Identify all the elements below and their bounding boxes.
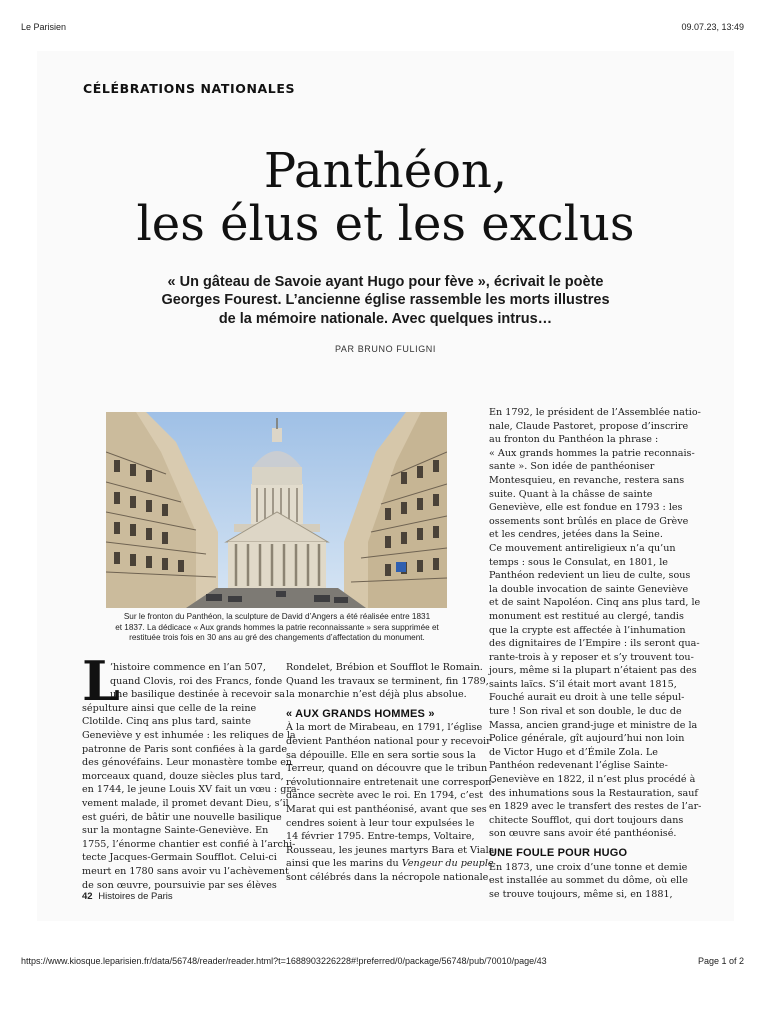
text-line: ossements sont brûlés en place de Grève [489,515,689,527]
lead-line: « Un gâteau de Savoie ayant Hugo pour fève », écrivait le poète [167,274,604,290]
text-line: est installée au sommet du dôme, où elle [489,875,688,887]
text-line: patronne de Paris sont confiées à la garde [82,743,288,755]
pantheon-illustration [106,412,447,608]
title-line: Panthéon, [263,143,508,199]
lead-line: de la mémoire nationale. Avec quelques intrus… [218,310,553,327]
text-line: monument est restitué au clergé, tandis [489,610,684,622]
text-line: au fronton du Panthéon la phrase : [489,434,659,446]
text-line: en 1829 avec le transfert des restes de l’ar- [489,801,702,813]
text-line: Rondelet, Brébion et Soufflot le Romain. [286,662,483,673]
text-line: 1755, l’énorme chantier est confié à l’archi- [82,838,296,850]
subhead-aux-grands-hommes: « AUX GRANDS HOMMES » [286,707,435,720]
text-line: de Victor Hugo et d’Émile Zola. Le [489,746,658,758]
text-line: Geneviève, elle est fondue en 1793 : les [489,502,683,514]
text-line: des génovéfains. Leur monastère tombe en [82,757,293,769]
text-line: Clotilde. Cinq ans plus tard, sainte [82,716,251,728]
caption-line: et 1837. La dédicace « Aux grands hommes la patrie reconnaissante » sera supprimée et [115,622,439,632]
text-line: son œuvre sans avoir été panthéonisé. [489,828,677,840]
text-fragment: ainsi que les marins du [286,858,399,870]
page-url: https://www.kiosque.leparisien.fr/data/56748/reader/reader.html?t=1688903226228#!preferred/0/package/56748/pub/70010/page/43 [21,956,547,966]
text-line: se trouve toujours, même si, en 1881, [489,888,673,900]
text-line: Terreur, quand on découvre que le tribun [286,763,488,775]
caption-line: restituée trois fois en 30 ans au gré des changements d’affectation du monument. [129,633,425,643]
site-name: Le Parisien [21,22,67,32]
text-line: En 1792, le président de l’Assemblée natio- [489,407,701,418]
ship-name: Vengeur du peuple [401,858,494,870]
text-line: vement malade, il promet devant Dieu, s’il [82,797,289,809]
text-line: devient Panthéon national pour y recevoir [286,735,491,747]
text-line: et de saint Napoléon. Cinq ans plus tard, le [489,597,701,609]
page-indicator: Page 1 of 2 [697,956,744,966]
text-line: Geneviève y est inhumée : les reliques de la [82,729,296,741]
text-line: meurt en 1780 sans avoir vu l’achèvement [82,865,289,877]
caption-line: Sur le fronton du Panthéon, la sculpture de David d’Angers a été réalisée entre 1831 [123,612,431,621]
text-line: « Aux grands hommes la patrie reconnais- [489,447,695,459]
text-line [286,857,494,871]
text-line: Montesquieu, en revanche, restera sans [489,474,685,486]
text-line: Quand les travaux se terminent, fin 1789, [286,675,489,687]
text-line: des inhumations sous la Restauration, sauf [489,787,698,799]
text-column-3 [489,406,702,901]
text-column-1 [82,649,300,892]
text-column-2 [286,661,495,885]
text-line: cendres soient à leur tour expulsées le [286,817,475,829]
print-datetime: 09.07.23, 13:49 [681,22,744,32]
text-line: morceaux quand, douze siècles plus tard, [82,770,284,782]
title-line: les élus et les exclus [136,195,635,252]
text-line: suite. Quant à la châsse de sainte [489,488,653,500]
text-line: Panthéon redevenant l’église Sainte- [489,760,668,772]
text-line: chitecte Soufflot, qui dort toujours dans [489,814,684,826]
lead-line: Georges Fourest. L’ancienne église rassemble les morts illustres [161,292,610,309]
pantheon-photo [106,412,447,608]
section-label: CÉLÉBRATIONS NATIONALES [83,81,296,96]
text-line: Panthéon redevient un lieu de culte, sous [489,570,691,582]
text-line: Marat qui est panthéonisé, avant que ses [286,803,487,815]
text-line: nale, Claude Pastoret, propose d’inscrire [489,420,689,432]
text-line: À la mort de Mirabeau, en 1791, l’église [286,722,483,734]
text-line: Police générale, gît aujourd’hui non loin [489,733,685,745]
text-line: Rousseau, les jeunes martyrs Bara et Viala [286,844,495,856]
text-line: de son œuvre, poursuivie par ses élèves [82,879,277,891]
text-line: la double invocation de sainte Geneviève [489,583,689,595]
text-line: est guéri, de bâtir une nouvelle basilique [82,811,282,823]
browser-print-header [0,0,768,40]
folio-title: Histoires de Paris [98,891,173,902]
text-line: révolutionnaire entretenait une correspon- [286,776,495,788]
text-line: des dignitaires de l’Empire : ils seront qua- [489,638,700,650]
photo-caption [99,612,455,644]
text-line: temps : sous le Consulat, en 1801, le [489,556,668,568]
text-line: Geneviève en 1822, il n’est plus procédé à [489,774,696,786]
text-line: tecte Jacques-Germain Soufflot. Celui-ci [82,852,277,864]
text-line: quand Clovis, roi des Francs, fonde [110,675,283,687]
text-line: jours, même si la plupart n’étaient pas des [489,665,697,677]
folio-number: 42 [82,891,93,902]
drop-cap: L [82,649,120,713]
text-line: sur la montagne Sainte-Geneviève. En [82,825,269,837]
text-line: rante-trois à y reposer et s’y trouvent tou- [489,651,694,663]
text-line: 14 février 1795. Entre-temps, Voltaire, [286,831,475,843]
byline: PAR BRUNO FULIGNI [334,344,437,354]
text-line: Massa, ancien grand-juge et ministre de la [489,719,698,731]
text-line: Ce mouvement antireligieux n’a qu’un [489,542,676,554]
article-title [37,145,734,251]
text-line: dance secrète avec le roi. En 1794, c’est [286,790,484,802]
text-line: la monarchie n’est déjà plus absolue. [286,689,467,701]
text-line: sa dépouille. Elle en sera sortie sous la [286,749,476,761]
text-line: en 1744, le jeune Louis XV fait un vœu : gra- [82,784,300,796]
text-line: une basilique destinée à recevoir sa [110,689,285,701]
text-line: et les cendres, jetées dans la Seine. [489,529,663,541]
text-line: ture ! Son rival et son double, le duc de [489,706,682,718]
subhead-une-foule-pour-hugo: UNE FOULE POUR HUGO [489,847,628,859]
text-line: En 1873, une croix d’une tonne et demie [489,861,688,873]
text-line: Fouché aurait eu droit à une telle sépul- [489,692,685,704]
text-line: sont célébrés dans la nécropole nationale. [286,871,492,883]
magazine-page [37,51,734,921]
article-lead [107,273,664,328]
text-line: sante ». Son idée de panthéoniser [489,461,655,473]
text-line: sépulture ainsi que celle de la reine [82,702,257,714]
text-line: saints laïcs. S’il était mort avant 1815, [489,678,677,690]
page-folio [82,891,173,902]
text-line: ’histoire commence en l’an 507, [110,662,266,673]
text-line: que la crypte est affectée à l’inhumation [489,624,686,636]
